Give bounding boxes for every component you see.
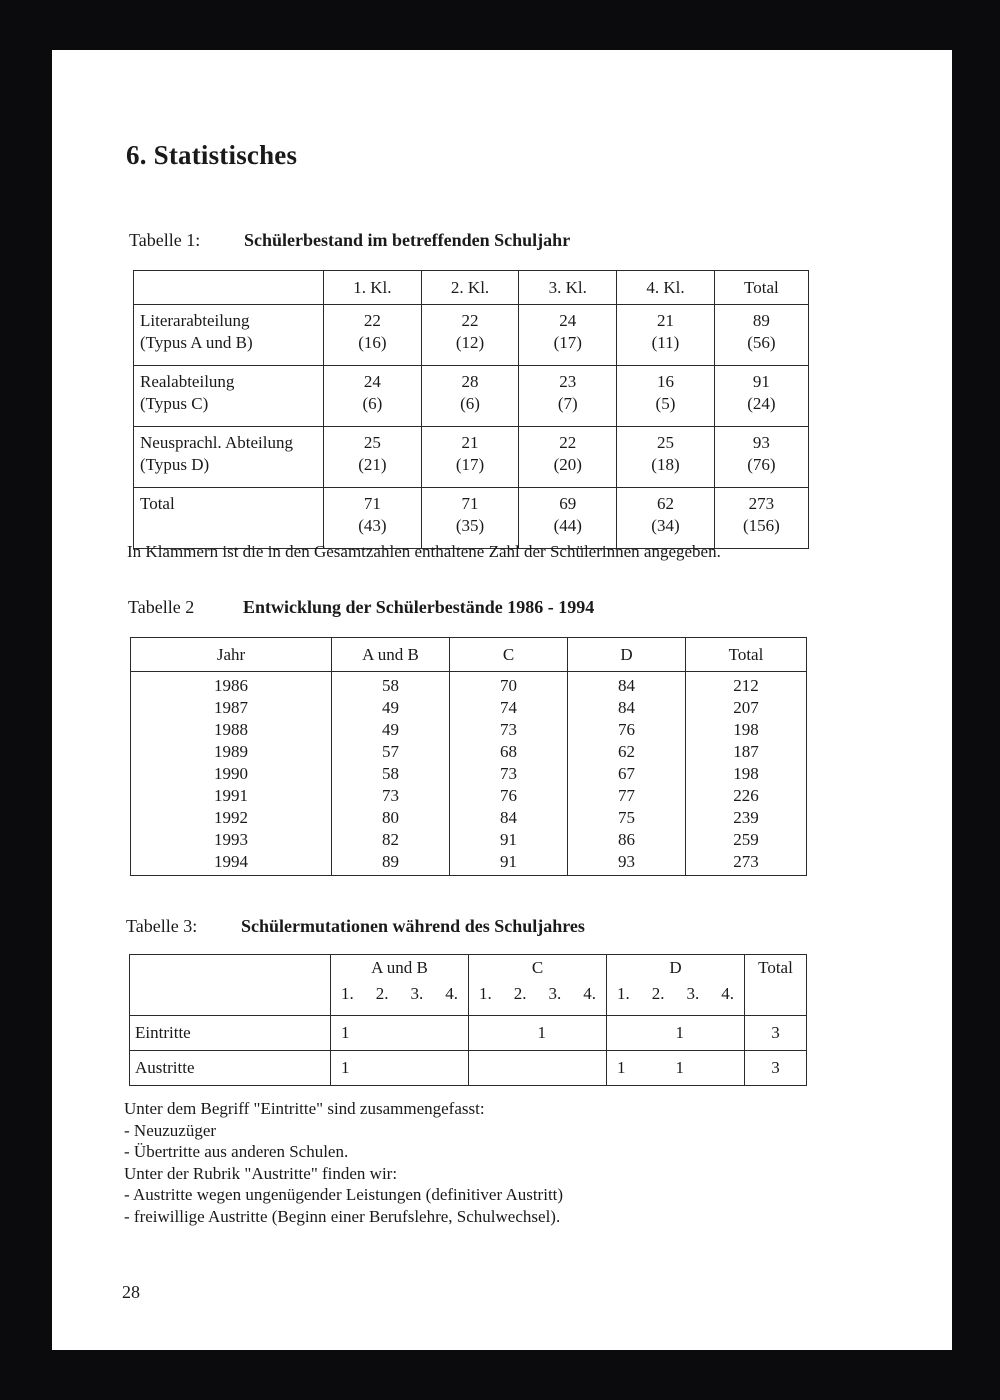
table-cell: 1993 xyxy=(214,830,248,849)
section-heading: 6. Statistisches xyxy=(126,140,298,170)
row-label xyxy=(134,305,324,366)
table-cell xyxy=(567,1023,596,1043)
list-item: - Neuzuzüger xyxy=(124,1120,217,1140)
table-cell: 1 xyxy=(537,1023,546,1042)
table1-title: Schülerbestand im betreffenden Schuljahr xyxy=(244,230,571,250)
table1-header-cell: 2. Kl. xyxy=(421,271,519,305)
cell-female: (156) xyxy=(742,516,780,535)
row-label-line: (Typus C) xyxy=(140,394,209,413)
table-cell xyxy=(508,1023,537,1043)
table-cell: 84 xyxy=(618,698,635,717)
table-cell: 187 xyxy=(733,742,759,761)
table-cell: 1 xyxy=(675,1023,684,1042)
cell-female: (12) xyxy=(455,333,485,352)
table-cell: 80 xyxy=(382,808,399,827)
cell-female: (6) xyxy=(460,394,480,413)
row-label-line: Neusprachl. Abteilung xyxy=(140,433,293,452)
table-cell-group xyxy=(331,1051,469,1086)
table-cell: 1992 xyxy=(214,808,248,827)
table2-label: Tabelle 2 xyxy=(128,597,195,617)
table-cell xyxy=(421,488,519,549)
table1-header-cell: 4. Kl. xyxy=(617,271,715,305)
table2-body xyxy=(131,672,807,876)
cell-total: 71 xyxy=(461,494,479,513)
row-total: 3 xyxy=(745,1051,807,1086)
table1-label: Tabelle 1: xyxy=(129,230,201,250)
table-cell: 91 xyxy=(500,830,517,849)
cell-total: 24 xyxy=(363,372,381,391)
table3-caption xyxy=(126,916,585,937)
table-row xyxy=(130,1016,807,1051)
table-cell: 84 xyxy=(618,676,635,695)
table-cell: 91 xyxy=(500,852,517,871)
subcolumn-label: 1. xyxy=(341,984,354,1003)
table-cell: 58 xyxy=(382,676,399,695)
subcolumn-label: 2. xyxy=(375,984,389,1003)
cell-total: 91 xyxy=(752,372,770,391)
group-label: C xyxy=(531,958,544,977)
cell-female: (5) xyxy=(655,394,676,413)
cell-female: (6) xyxy=(362,394,383,413)
row-label-line: Literarabteilung xyxy=(140,311,250,330)
cell-female: (56) xyxy=(747,333,776,352)
subcolumn-label: 1. xyxy=(617,984,630,1003)
cell-female: (76) xyxy=(747,455,776,474)
table-cell xyxy=(370,1058,399,1078)
table-cell xyxy=(705,1023,734,1043)
table1-header-cell: 3. Kl. xyxy=(519,271,617,305)
table-cell xyxy=(400,1058,429,1078)
table-cell xyxy=(400,1023,429,1043)
cell-total: 25 xyxy=(363,433,381,452)
cell-total: 22 xyxy=(461,311,479,330)
subcolumn-label: 3. xyxy=(686,984,700,1003)
table-cell: 198 xyxy=(733,720,759,739)
text-line: Unter der Rubrik "Austritte" finden wir: xyxy=(124,1163,398,1183)
table-cell: 73 xyxy=(500,720,517,739)
table-cell: 239 xyxy=(733,808,759,827)
cell-total: 25 xyxy=(656,433,674,452)
table-cell: 1989 xyxy=(214,742,248,761)
table-cell xyxy=(370,1023,399,1043)
column-d xyxy=(568,672,686,876)
cell-total: 23 xyxy=(559,372,577,391)
table-cell xyxy=(714,427,808,488)
table2-header-cell: Total xyxy=(686,638,807,672)
row-total: 3 xyxy=(745,1016,807,1051)
table-cell-group xyxy=(331,1016,469,1051)
table-cell xyxy=(519,427,617,488)
table-cell xyxy=(714,488,808,549)
table2-header-cell: C xyxy=(450,638,568,672)
document-page xyxy=(52,50,952,1350)
table-row xyxy=(134,427,809,488)
row-label xyxy=(134,488,324,549)
table-row xyxy=(134,366,809,427)
table-cell: 77 xyxy=(618,786,635,805)
table-cell xyxy=(324,305,422,366)
table-cell: 75 xyxy=(618,808,635,827)
table-cell: 198 xyxy=(733,764,759,783)
subcolumn-label: 1. xyxy=(479,984,492,1003)
table-cell-group xyxy=(469,1051,607,1086)
table-cell: 86 xyxy=(618,830,635,849)
cell-total: 16 xyxy=(656,372,674,391)
list-item: - Übertritte aus anderen Schulen. xyxy=(124,1142,349,1161)
table-cell xyxy=(324,366,422,427)
list-item: - Austritte wegen ungenügender Leistungen (definitiver Austritt) xyxy=(124,1185,564,1204)
table3-header-row xyxy=(130,955,807,1016)
cell-female: (21) xyxy=(358,455,387,474)
table3-total-header: Total xyxy=(745,955,807,1016)
table-cell-group xyxy=(607,1051,745,1086)
cell-female: (17) xyxy=(553,333,582,352)
subcolumn-labels xyxy=(607,981,744,1007)
table-row xyxy=(134,305,809,366)
table3-group-header xyxy=(469,955,607,1016)
subcolumn-labels xyxy=(331,981,468,1007)
row-label xyxy=(134,427,324,488)
table3-title: Schülermutationen während des Schuljahres xyxy=(241,916,585,936)
row-label-line: (Typus D) xyxy=(140,455,210,474)
cell-female: (17) xyxy=(455,455,485,474)
subcolumn-label: 3. xyxy=(410,984,424,1003)
cell-total: 21 xyxy=(461,433,479,452)
cell-total: 71 xyxy=(363,494,381,513)
table-cell: 49 xyxy=(382,698,399,717)
table-cell: 1 xyxy=(617,1058,626,1077)
table-cell: 1988 xyxy=(214,720,248,739)
table-cell xyxy=(324,427,422,488)
table-cell xyxy=(519,305,617,366)
column-a-und-b xyxy=(332,672,450,876)
table2-title: Entwicklung der Schülerbestände 1986 - 1994 xyxy=(243,597,595,617)
table-cell: 62 xyxy=(618,742,635,761)
table-row xyxy=(130,1051,807,1086)
cell-total: 22 xyxy=(559,433,577,452)
table1-header-cell xyxy=(134,271,324,305)
table-cell: 1 xyxy=(675,1058,684,1077)
table-cell: 1986 xyxy=(214,676,248,695)
table1-note: In Klammern ist die in den Gesamtzahlen enthaltene Zahl der Schülerinnen angegeben. xyxy=(127,542,721,561)
table-cell xyxy=(421,366,519,427)
cell-total: 69 xyxy=(559,494,577,513)
table-cell: 93 xyxy=(618,852,635,871)
subcolumn-label: 4. xyxy=(583,984,596,1003)
table-cell xyxy=(617,305,715,366)
column-c xyxy=(450,672,568,876)
table3-header-blank xyxy=(130,955,331,1016)
table-cell: 76 xyxy=(500,786,517,805)
table-cell xyxy=(479,1023,508,1043)
table1-header-row xyxy=(134,271,809,305)
table-cell xyxy=(519,488,617,549)
table-cell: 57 xyxy=(382,742,399,761)
table-cell: 207 xyxy=(733,698,759,717)
table-cell: 73 xyxy=(382,786,399,805)
table-cell: 74 xyxy=(500,698,517,717)
table-cell: 1991 xyxy=(214,786,248,805)
table-cell xyxy=(421,427,519,488)
table2-enrollment-history xyxy=(130,637,807,876)
cell-total: 93 xyxy=(752,433,770,452)
table-cell: 89 xyxy=(382,852,399,871)
text-line: Unter dem Begriff "Eintritte" sind zusammengefasst: xyxy=(124,1099,485,1118)
cell-total: 28 xyxy=(461,372,479,391)
table-cell: 82 xyxy=(382,830,399,849)
group-label: D xyxy=(669,958,682,977)
subcolumn-label: 2. xyxy=(513,984,527,1003)
table1-caption xyxy=(129,230,571,251)
table-cell xyxy=(646,1058,675,1078)
table-cell: 49 xyxy=(382,720,399,739)
table1-header-cell: Total xyxy=(714,271,808,305)
cell-total: 21 xyxy=(656,311,674,330)
row-label-line: Realabteilung xyxy=(140,372,235,391)
table-cell xyxy=(705,1058,734,1078)
subcolumn-label: 4. xyxy=(721,984,734,1003)
column-jahr xyxy=(131,672,332,876)
table2-header-cell: D xyxy=(568,638,686,672)
table-cell xyxy=(617,488,715,549)
group-label: A und B xyxy=(371,958,428,977)
table-cell xyxy=(714,305,808,366)
subcolumn-label: 4. xyxy=(445,984,458,1003)
row-label-line: Total xyxy=(140,494,175,513)
table-cell: 273 xyxy=(733,852,759,871)
subcolumn-label: 3. xyxy=(548,984,562,1003)
cell-female: (44) xyxy=(553,516,582,535)
cell-female: (34) xyxy=(651,516,680,535)
row-label: Eintritte xyxy=(130,1016,331,1051)
table3-student-mutations xyxy=(129,954,807,1086)
row-label-line: (Typus A und B) xyxy=(140,333,253,352)
explanation-text xyxy=(124,1098,563,1227)
table-cell xyxy=(429,1023,458,1043)
subcolumn-labels xyxy=(469,981,606,1007)
table-cell xyxy=(617,1023,646,1043)
cell-female: (18) xyxy=(651,455,680,474)
table-cell: 84 xyxy=(500,808,517,827)
cell-total: 89 xyxy=(752,311,770,330)
cell-female: (20) xyxy=(553,455,582,474)
table-cell: 68 xyxy=(500,742,517,761)
row-label xyxy=(134,366,324,427)
cell-female: (11) xyxy=(651,333,680,352)
table3-group-header xyxy=(331,955,469,1016)
table3-label: Tabelle 3: xyxy=(126,916,198,936)
cell-female: (16) xyxy=(358,333,387,352)
table-row-total xyxy=(134,488,809,549)
table2-header-cell: A und B xyxy=(332,638,450,672)
table-cell xyxy=(519,366,617,427)
table-cell: 58 xyxy=(382,764,399,783)
table-cell xyxy=(646,1023,675,1043)
table-cell: 1994 xyxy=(214,852,248,871)
table-cell: 70 xyxy=(500,676,517,695)
table-cell xyxy=(617,427,715,488)
table-cell: 212 xyxy=(733,676,759,695)
table1-header-cell: 1. Kl. xyxy=(324,271,422,305)
table-cell: 1 xyxy=(341,1058,350,1077)
table1-student-count xyxy=(133,270,809,549)
table-cell xyxy=(714,366,808,427)
table-cell xyxy=(429,1058,458,1078)
table-cell-group xyxy=(607,1016,745,1051)
cell-female: (24) xyxy=(747,394,776,413)
table-cell: 1990 xyxy=(214,764,248,783)
row-label: Austritte xyxy=(130,1051,331,1086)
table-cell: 76 xyxy=(618,720,635,739)
cell-total: 24 xyxy=(559,311,577,330)
column-total xyxy=(686,672,807,876)
table-cell-group xyxy=(469,1016,607,1051)
cell-female: (35) xyxy=(455,516,485,535)
table-cell: 67 xyxy=(618,764,635,783)
cell-total: 22 xyxy=(363,311,381,330)
table-cell: 226 xyxy=(733,786,759,805)
table2-header-cell: Jahr xyxy=(131,638,332,672)
table2-header-row xyxy=(131,638,807,672)
table-cell: 1 xyxy=(341,1023,350,1042)
table2-caption xyxy=(128,597,595,618)
table-cell xyxy=(324,488,422,549)
subcolumn-label: 2. xyxy=(651,984,665,1003)
table-cell: 1987 xyxy=(214,698,248,717)
table3-group-header xyxy=(607,955,745,1016)
list-item: - freiwillige Austritte (Beginn einer Berufslehre, Schulwechsel). xyxy=(124,1206,561,1226)
table-cell xyxy=(421,305,519,366)
cell-total: 62 xyxy=(656,494,674,513)
cell-total: 273 xyxy=(748,494,775,513)
table-cell xyxy=(617,366,715,427)
cell-female: (7) xyxy=(557,394,578,413)
table-cell: 73 xyxy=(500,764,517,783)
page-number: 28 xyxy=(122,1282,140,1302)
cell-female: (43) xyxy=(358,516,387,535)
table-cell: 259 xyxy=(733,830,759,849)
